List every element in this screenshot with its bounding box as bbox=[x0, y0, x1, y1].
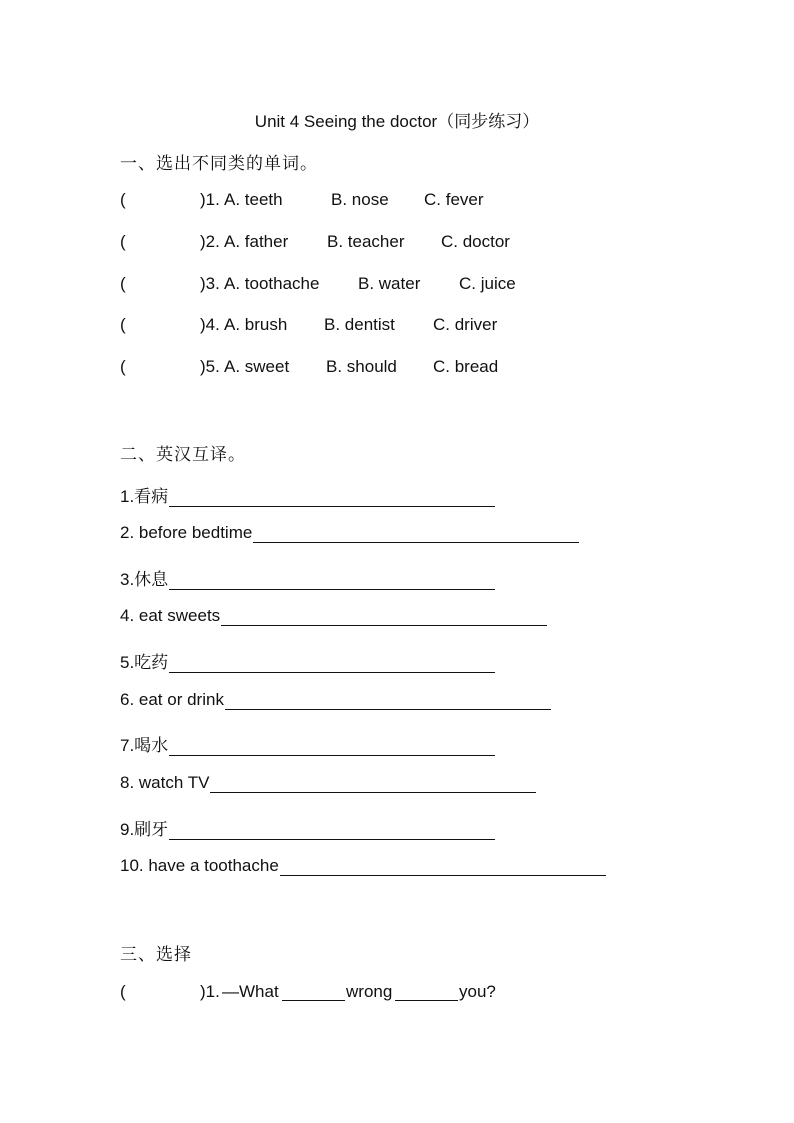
mcq-question-3 bbox=[120, 274, 540, 296]
translation-item-10 bbox=[120, 856, 606, 876]
translation-item-9 bbox=[120, 815, 495, 840]
question-text-part2: wrong bbox=[346, 982, 393, 1001]
option-c: C. fever bbox=[424, 190, 484, 209]
translation-prompt: 6. eat or drink bbox=[120, 690, 224, 709]
answer-paren: ( bbox=[120, 274, 126, 293]
answer-line[interactable] bbox=[169, 739, 495, 756]
translation-item-8 bbox=[120, 773, 536, 793]
translation-prompt: 9.刷牙 bbox=[120, 820, 169, 839]
question-number: )5. bbox=[200, 357, 220, 376]
choice-question-1 bbox=[120, 982, 520, 1004]
translation-prompt: 3.休息 bbox=[120, 570, 169, 589]
question-number: )1. bbox=[200, 190, 220, 209]
question-number: )4. bbox=[200, 315, 220, 334]
option-c: C. bread bbox=[433, 357, 499, 376]
option-b: B. dentist bbox=[324, 315, 395, 334]
fill-blank-2[interactable] bbox=[395, 984, 458, 1001]
answer-paren: ( bbox=[120, 190, 126, 209]
mcq-question-1 bbox=[120, 190, 540, 212]
question-text-part3: you? bbox=[459, 982, 496, 1001]
answer-paren: ( bbox=[120, 315, 126, 334]
translation-item-5 bbox=[120, 648, 495, 673]
question-text-part1: —What bbox=[222, 982, 279, 1001]
option-a: A. teeth bbox=[224, 190, 283, 209]
mcq-question-5 bbox=[120, 357, 540, 379]
translation-prompt: 5.吃药 bbox=[120, 653, 169, 672]
page-title: Unit 4 Seeing the doctor（同步练习） bbox=[254, 112, 540, 131]
answer-paren: ( bbox=[120, 357, 126, 376]
question-number: )3. bbox=[200, 274, 220, 293]
option-a: A. toothache bbox=[224, 274, 320, 293]
option-c: C. juice bbox=[459, 274, 516, 293]
translation-item-4 bbox=[120, 606, 547, 626]
answer-line[interactable] bbox=[169, 823, 495, 840]
option-b: B. water bbox=[358, 274, 421, 293]
option-b: B. nose bbox=[331, 190, 389, 209]
answer-line[interactable] bbox=[221, 609, 547, 626]
fill-blank-1[interactable] bbox=[282, 984, 345, 1001]
translation-prompt: 7.喝水 bbox=[120, 736, 169, 755]
section2-heading: 二、英汉互译。 bbox=[120, 445, 246, 464]
translation-item-6 bbox=[120, 690, 551, 710]
answer-paren: ( bbox=[120, 232, 126, 251]
answer-line[interactable] bbox=[169, 490, 495, 507]
option-b: B. should bbox=[326, 357, 397, 376]
translation-prompt: 2. before bedtime bbox=[120, 523, 253, 542]
option-a: A. brush bbox=[224, 315, 288, 334]
translation-prompt: 10. have a toothache bbox=[120, 856, 279, 875]
translation-item-3 bbox=[120, 565, 495, 590]
option-a: A. sweet bbox=[224, 357, 290, 376]
answer-paren: ( bbox=[120, 982, 126, 1001]
section1-heading: 一、选出不同类的单词。 bbox=[120, 154, 318, 173]
mcq-question-4 bbox=[120, 315, 540, 337]
question-number: )2. bbox=[200, 232, 220, 251]
translation-prompt: 4. eat sweets bbox=[120, 606, 221, 625]
section3-heading: 三、选择 bbox=[120, 945, 192, 964]
answer-line[interactable] bbox=[253, 526, 579, 543]
translation-item-7 bbox=[120, 731, 495, 756]
translation-prompt: 8. watch TV bbox=[120, 773, 210, 792]
answer-line[interactable] bbox=[210, 776, 536, 793]
answer-line[interactable] bbox=[169, 656, 495, 673]
option-b: B. teacher bbox=[327, 232, 405, 251]
mcq-question-2 bbox=[120, 232, 540, 254]
answer-line[interactable] bbox=[225, 693, 551, 710]
translation-prompt: 1.看病 bbox=[120, 487, 169, 506]
question-number: )1. bbox=[200, 982, 220, 1001]
translation-item-1 bbox=[120, 482, 495, 507]
option-c: C. driver bbox=[433, 315, 498, 334]
translation-item-2 bbox=[120, 523, 579, 543]
answer-line[interactable] bbox=[169, 573, 495, 590]
answer-line[interactable] bbox=[280, 859, 606, 876]
option-a: A. father bbox=[224, 232, 289, 251]
option-c: C. doctor bbox=[441, 232, 510, 251]
